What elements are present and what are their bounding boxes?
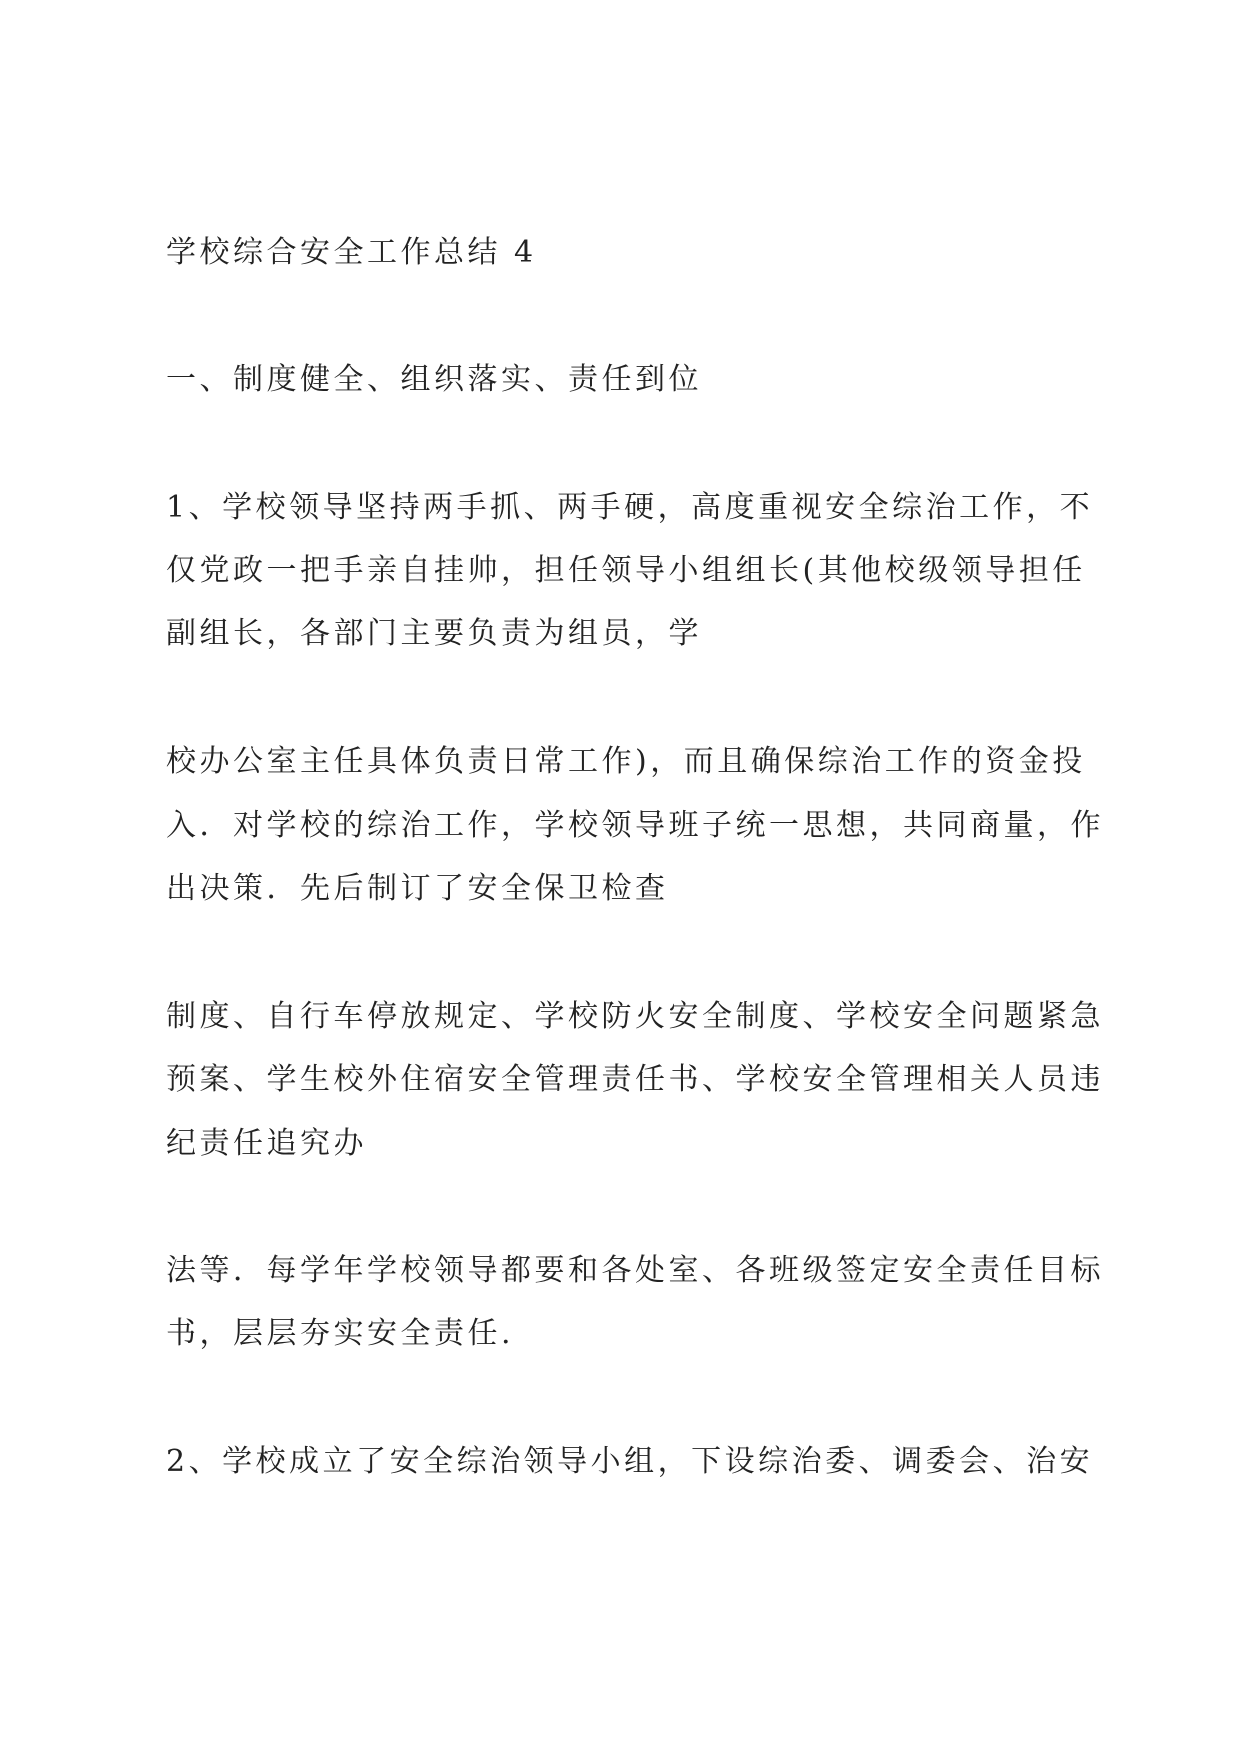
- paragraph-line: 校办公室主任具体负责日常工作)，而且确保综治工作的资金投: [166, 744, 1086, 779]
- paragraph-line: 法等．每学年学校领导都要和各处室、各班级签定安全责任目标: [166, 1253, 1104, 1288]
- paragraph-line: 入．对学校的综治工作，学校领导班子统一思想，共同商量，作: [166, 808, 1104, 843]
- paragraph-line: 仅党政一把手亲自挂帅，担任领导小组组长(其他校级领导担任: [166, 553, 1086, 588]
- paragraph-line: 制度、自行车停放规定、学校防火安全制度、学校安全问题紧急: [166, 999, 1104, 1034]
- paragraph-line: 1、学校领导坚持两手抓、两手硬，高度重视安全综治工作，不: [166, 490, 1094, 525]
- section-heading: 一、制度健全、组织落实、责任到位: [166, 362, 702, 397]
- paragraph-line: 纪责任追究办: [166, 1126, 367, 1161]
- paragraph-line: 出决策．先后制订了安全保卫检查: [166, 871, 669, 906]
- paragraph-line: 副组长，各部门主要负责为组员，学: [166, 616, 702, 651]
- document-title: 学校综合安全工作总结 4: [166, 235, 537, 270]
- paragraph-line: 预案、学生校外住宿安全管理责任书、学校安全管理相关人员违: [166, 1062, 1104, 1097]
- paragraph-line: 2、学校成立了安全综治领导小组，下设综治委、调委会、治安: [166, 1444, 1094, 1479]
- paragraph-line: 书，层层夯实安全责任.: [166, 1316, 515, 1351]
